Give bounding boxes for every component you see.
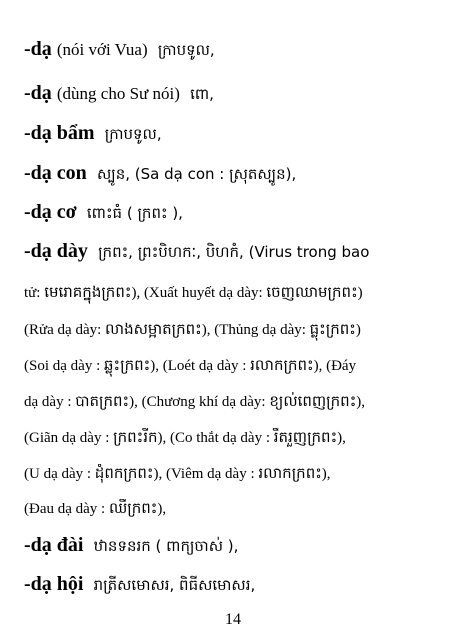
continuation-line: tử: មេរោគក្នុងក្រពះ), (Xuất huyết dạ dày: ចេញឈាមក្រពះ) — [24, 285, 363, 301]
khmer-translation: ពោ, — [190, 85, 214, 103]
entry-da-su — [24, 82, 452, 107]
entry-da-bam — [24, 122, 452, 147]
khmer-translation: ពោះធំ ( ក្រពះ ), — [86, 204, 183, 222]
khmer-translation: ក្រាបទូល, — [104, 125, 162, 143]
headword: -dạ bẩm — [24, 122, 95, 144]
continuation-line: dạ dày : បាតក្រពះ), (Chương khí dạ dày: ខ្យល់ពេញក្រពះ), — [24, 394, 366, 410]
gloss: (nói với Vua) — [56, 40, 148, 59]
headword: -dạ con — [24, 162, 87, 184]
headword: -dạ dày — [24, 240, 88, 262]
entry-da-con — [24, 162, 452, 187]
entry-da-dai — [24, 534, 452, 559]
continuation-line: (Soi dạ dày : ឆ្លុះក្រពះ), (Loét dạ dày : រលាកក្រពះ), (Đáy — [24, 358, 357, 374]
continuation-line: (Giãn dạ dày : ក្រពះរីក), (Co thắt dạ dày : រឹតរួញក្រពះ), — [24, 430, 346, 446]
continuation-line: (U dạ dày : ដុំពកក្រពះ), (Viêm dạ dày : រលាកក្រពះ), — [24, 466, 331, 482]
entry-da-vua — [24, 38, 452, 63]
headword: -dạ đài — [24, 534, 84, 556]
gloss: (dùng cho Sư nói) — [56, 84, 180, 103]
headword: -dạ hội — [24, 573, 84, 595]
page-number: 14 — [225, 611, 241, 628]
khmer-translation: ឋានទនរក ( ពាក្យចាស់ ), — [93, 537, 239, 555]
headword: -dạ — [24, 38, 52, 60]
khmer-translation: រាត្រីសមោសរ, ពិធីសមោសរ, — [93, 576, 256, 594]
entry-da-hoi — [24, 573, 452, 598]
headword: -dạ — [24, 82, 52, 104]
khmer-translation: ស្បូន, (Sa dạ con : ស្រុតស្បូន), — [96, 165, 297, 183]
continuation-line: (Rửa dạ dày: លាងសម្អាតក្រពះ), (Thủng dạ dày: ធ្លុះក្រពះ) — [24, 322, 361, 338]
headword: -dạ cơ — [24, 201, 77, 223]
khmer-translation: ក្រាបទូល, — [157, 41, 215, 59]
continuation-line: (Đau dạ dày : ឈឺក្រពះ), — [24, 501, 167, 517]
entry-da-day — [24, 240, 452, 265]
khmer-translation: ក្រពះ, ព្រះបិហកៈ, បិហកំ, (Virus trong bao — [98, 243, 370, 261]
entry-da-co — [24, 201, 452, 226]
